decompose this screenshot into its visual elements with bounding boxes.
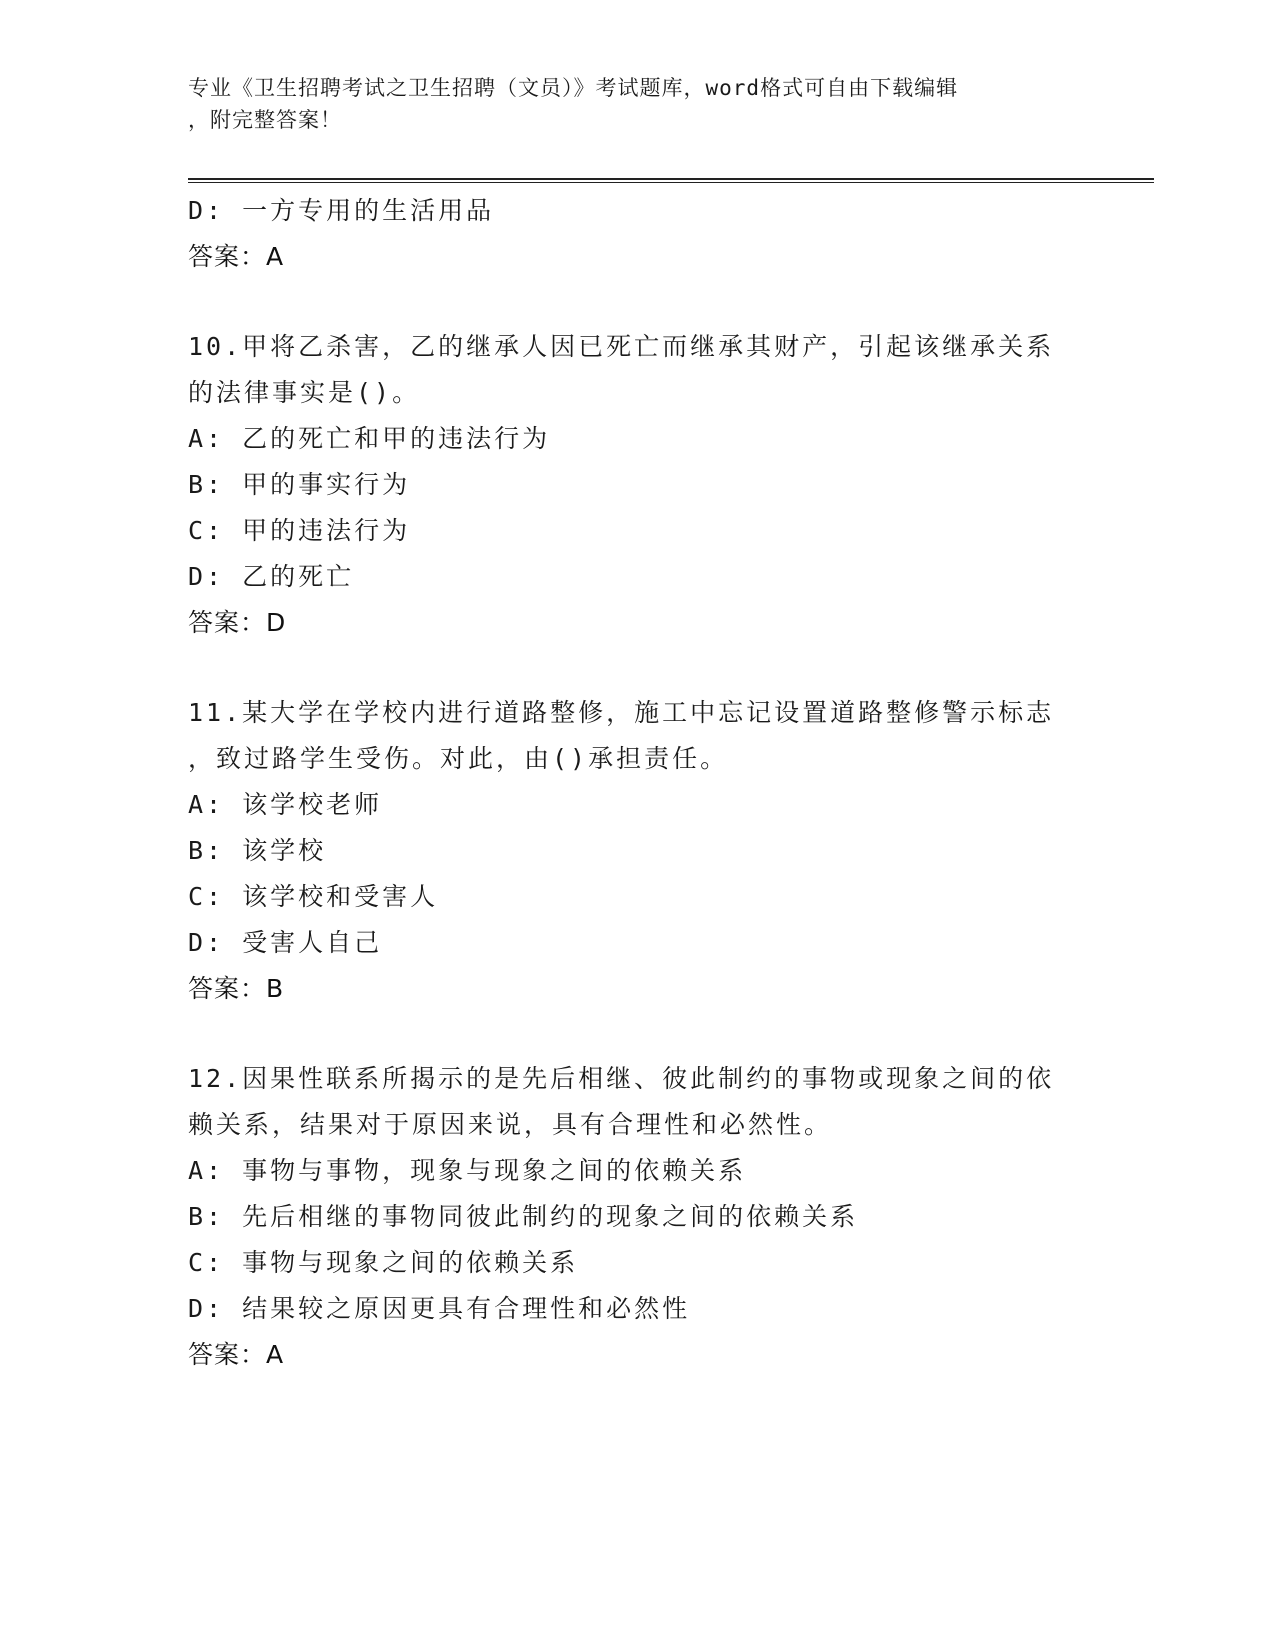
page-header bbox=[188, 72, 1088, 136]
header-divider-thin bbox=[188, 182, 1154, 183]
question-10 bbox=[188, 324, 1088, 646]
question-stem-cont: ，致过路学生受伤。对此，由()承担责任。 bbox=[188, 744, 729, 773]
option-d: D: 受害人自己 bbox=[188, 928, 383, 957]
option-a: A: 乙的死亡和甲的违法行为 bbox=[188, 424, 551, 453]
question-stem: 11.某大学在学校内进行道路整修，施工中忘记设置道路整修警示标志 bbox=[188, 698, 1055, 727]
header-line-1: 专业《卫生招聘考试之卫生招聘（文员）》考试题库，word格式可自由下载编辑 bbox=[188, 76, 959, 100]
option-c: C: 事物与现象之间的依赖关系 bbox=[188, 1248, 579, 1277]
option-d: D: 一方专用的生活用品 bbox=[188, 196, 495, 225]
answer-line: 答案：A bbox=[188, 1340, 285, 1369]
option-a: A: 事物与事物，现象与现象之间的依赖关系 bbox=[188, 1156, 747, 1185]
option-b: B: 该学校 bbox=[188, 836, 327, 865]
option-b: B: 先后相继的事物同彼此制约的现象之间的依赖关系 bbox=[188, 1202, 859, 1231]
answer-line: 答案：A bbox=[188, 242, 285, 271]
question-11 bbox=[188, 690, 1088, 1012]
question-stem-cont: 的法律事实是()。 bbox=[188, 378, 421, 407]
question-stem: 12.因果性联系所揭示的是先后相继、彼此制约的事物或现象之间的依 bbox=[188, 1064, 1055, 1093]
option-b: B: 甲的事实行为 bbox=[188, 470, 411, 499]
header-line-2: ，附完整答案！ bbox=[188, 108, 342, 132]
question-list bbox=[188, 188, 1088, 1378]
question-stem-cont: 赖关系，结果对于原因来说，具有合理性和必然性。 bbox=[188, 1110, 833, 1139]
option-c: C: 甲的违法行为 bbox=[188, 516, 411, 545]
carryover-question bbox=[188, 188, 1088, 280]
answer-line: 答案：B bbox=[188, 974, 285, 1003]
answer-line: 答案：D bbox=[188, 608, 287, 637]
option-c: C: 该学校和受害人 bbox=[188, 882, 439, 911]
question-12 bbox=[188, 1056, 1088, 1378]
option-a: A: 该学校老师 bbox=[188, 790, 383, 819]
question-stem: 10.甲将乙杀害，乙的继承人因已死亡而继承其财产，引起该继承关系 bbox=[188, 332, 1055, 361]
header-divider-thick bbox=[188, 178, 1154, 180]
option-d: D: 乙的死亡 bbox=[188, 562, 355, 591]
option-d: D: 结果较之原因更具有合理性和必然性 bbox=[188, 1294, 691, 1323]
